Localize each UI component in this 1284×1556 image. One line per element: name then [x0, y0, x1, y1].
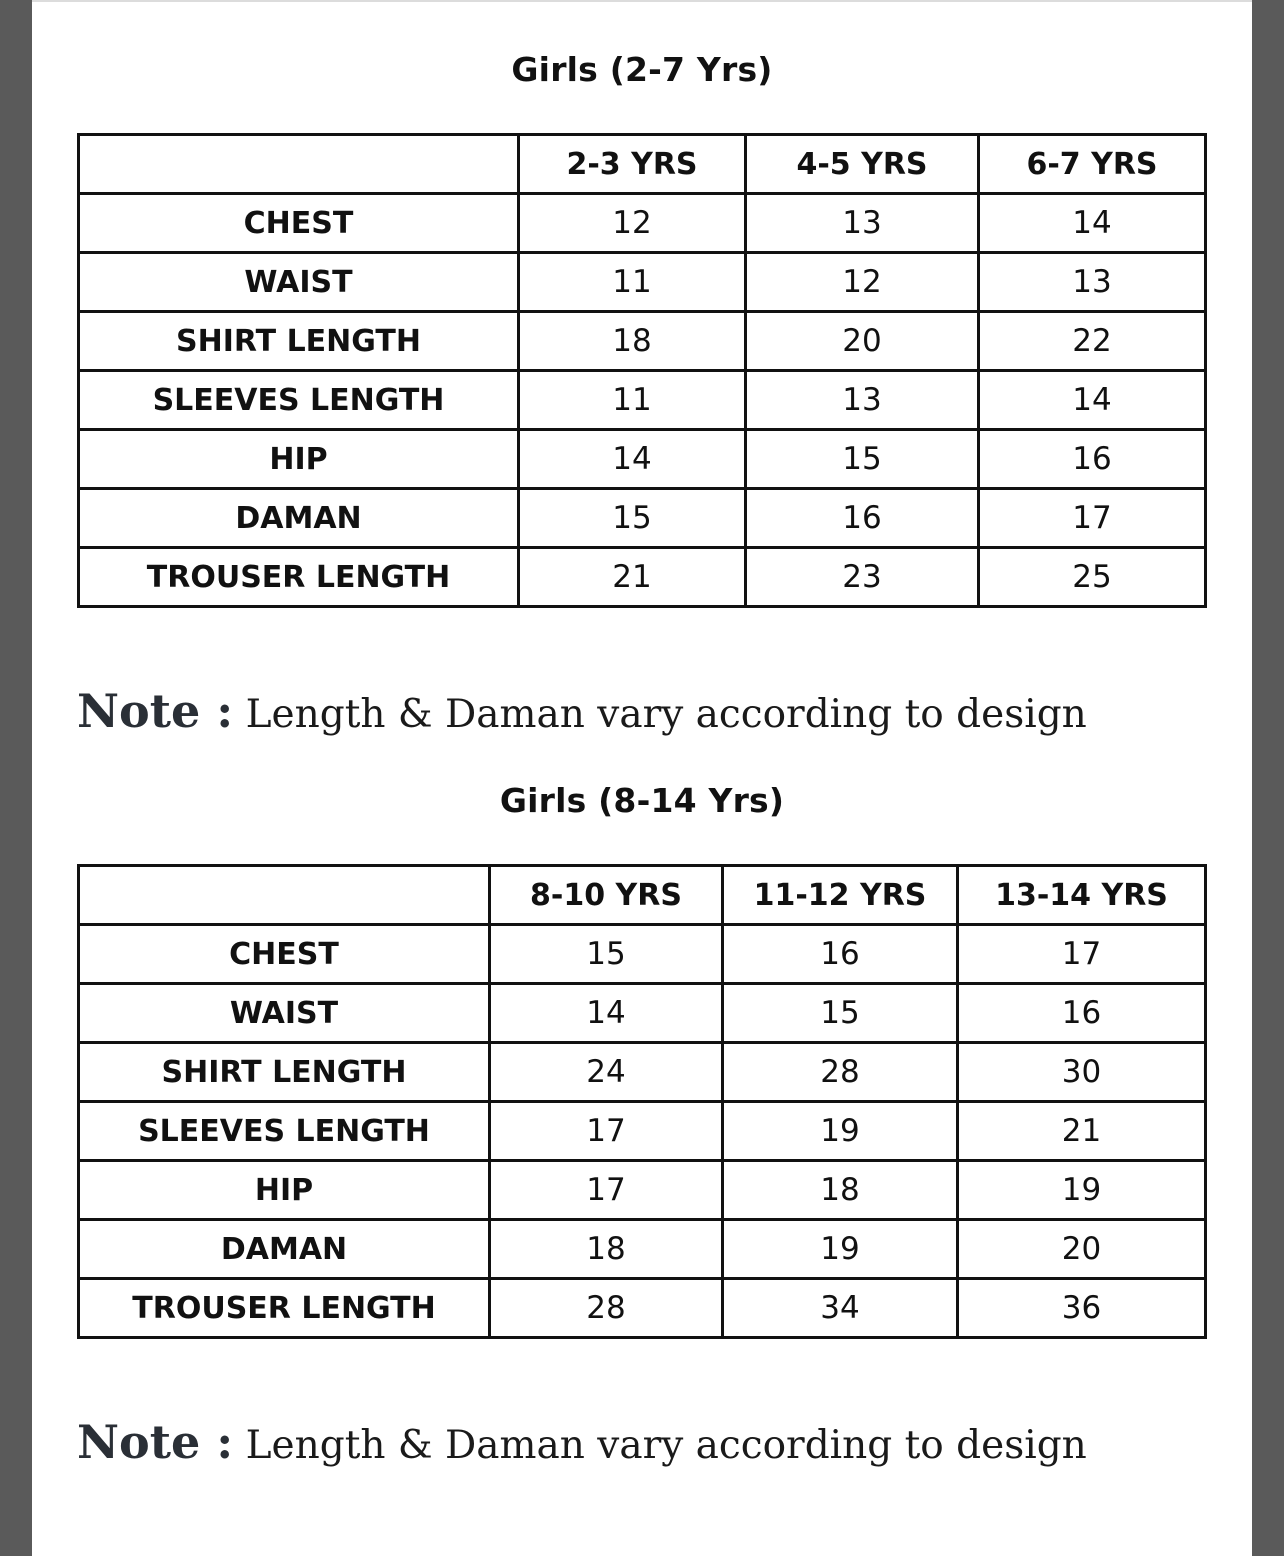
- header-cell: 2-3 YRS: [519, 135, 746, 194]
- header-cell: 6-7 YRS: [979, 135, 1206, 194]
- note-label: Note :: [77, 684, 234, 738]
- table-cell: 21: [519, 548, 746, 607]
- table-cell: 11: [519, 253, 746, 312]
- row-label: HIP: [79, 430, 519, 489]
- table-cell: 14: [490, 984, 723, 1043]
- row-label: WAIST: [79, 984, 490, 1043]
- table-cell: 13: [979, 253, 1206, 312]
- table-row: [79, 253, 1206, 312]
- section-title-girls-2-7: Girls (2-7 Yrs): [511, 50, 773, 89]
- table-row: [79, 1043, 1206, 1102]
- header-cell: 4-5 YRS: [746, 135, 979, 194]
- table-cell: 19: [723, 1102, 958, 1161]
- table-cell: 17: [490, 1161, 723, 1220]
- row-label: DAMAN: [79, 489, 519, 548]
- section-title-girls-8-14: Girls (8-14 Yrs): [499, 781, 785, 820]
- size-note: [77, 684, 1087, 738]
- table-row: [79, 371, 1206, 430]
- table-cell: 15: [519, 489, 746, 548]
- table-cell: 20: [746, 312, 979, 371]
- table-cell: 23: [746, 548, 979, 607]
- table-cell: 12: [746, 253, 979, 312]
- document-page: [32, 0, 1252, 1556]
- row-label: CHEST: [79, 194, 519, 253]
- table-cell: 15: [746, 430, 979, 489]
- table-cell: 34: [723, 1279, 958, 1338]
- table-row: [79, 1220, 1206, 1279]
- table-cell: 30: [958, 1043, 1206, 1102]
- note-text: Length & Daman vary according to design: [245, 1423, 1087, 1468]
- header-cell: 13-14 YRS: [958, 866, 1206, 925]
- table-cell: 24: [490, 1043, 723, 1102]
- table-cell: 12: [519, 194, 746, 253]
- table-cell: 17: [979, 489, 1206, 548]
- row-label: HIP: [79, 1161, 490, 1220]
- table-cell: 20: [958, 1220, 1206, 1279]
- table-row: [79, 1161, 1206, 1220]
- size-note: [77, 1415, 1087, 1469]
- table-cell: 28: [490, 1279, 723, 1338]
- table-cell: 18: [490, 1220, 723, 1279]
- table-cell: 22: [979, 312, 1206, 371]
- note-text: Length & Daman vary according to design: [245, 692, 1087, 737]
- header-cell: 11-12 YRS: [723, 866, 958, 925]
- table-row: [79, 194, 1206, 253]
- row-label: SHIRT LENGTH: [79, 1043, 490, 1102]
- size-chart-table-girls-8-14: [77, 864, 1207, 1339]
- row-label: TROUSER LENGTH: [79, 548, 519, 607]
- table-header-row: [79, 135, 1206, 194]
- row-label: SHIRT LENGTH: [79, 312, 519, 371]
- size-chart-table-girls-2-7: [77, 133, 1207, 608]
- row-label: SLEEVES LENGTH: [79, 371, 519, 430]
- table-cell: 19: [958, 1161, 1206, 1220]
- header-cell: 8-10 YRS: [490, 866, 723, 925]
- table-cell: 13: [746, 194, 979, 253]
- table-cell: 14: [979, 371, 1206, 430]
- table-row: [79, 925, 1206, 984]
- table-row: [79, 1279, 1206, 1338]
- row-label: SLEEVES LENGTH: [79, 1102, 490, 1161]
- table-cell: 16: [723, 925, 958, 984]
- table-row: [79, 312, 1206, 371]
- row-label: WAIST: [79, 253, 519, 312]
- table-row: [79, 984, 1206, 1043]
- table-cell: 11: [519, 371, 746, 430]
- table-cell: 18: [723, 1161, 958, 1220]
- table-cell: 19: [723, 1220, 958, 1279]
- table-cell: 16: [746, 489, 979, 548]
- table-cell: 17: [958, 925, 1206, 984]
- table-cell: 13: [746, 371, 979, 430]
- note-label: Note :: [77, 1415, 234, 1469]
- table-cell: 25: [979, 548, 1206, 607]
- table-cell: 16: [958, 984, 1206, 1043]
- row-label: TROUSER LENGTH: [79, 1279, 490, 1338]
- table-cell: 16: [979, 430, 1206, 489]
- table-row: [79, 548, 1206, 607]
- header-cell: [79, 135, 519, 194]
- table-row: [79, 489, 1206, 548]
- table-row: [79, 430, 1206, 489]
- header-cell: [79, 866, 490, 925]
- table-cell: 15: [490, 925, 723, 984]
- table-cell: 14: [979, 194, 1206, 253]
- table-cell: 18: [519, 312, 746, 371]
- table-cell: 28: [723, 1043, 958, 1102]
- table-cell: 17: [490, 1102, 723, 1161]
- table-cell: 21: [958, 1102, 1206, 1161]
- row-label: DAMAN: [79, 1220, 490, 1279]
- table-header-row: [79, 866, 1206, 925]
- table-cell: 14: [519, 430, 746, 489]
- row-label: CHEST: [79, 925, 490, 984]
- table-cell: 36: [958, 1279, 1206, 1338]
- table-cell: 15: [723, 984, 958, 1043]
- table-row: [79, 1102, 1206, 1161]
